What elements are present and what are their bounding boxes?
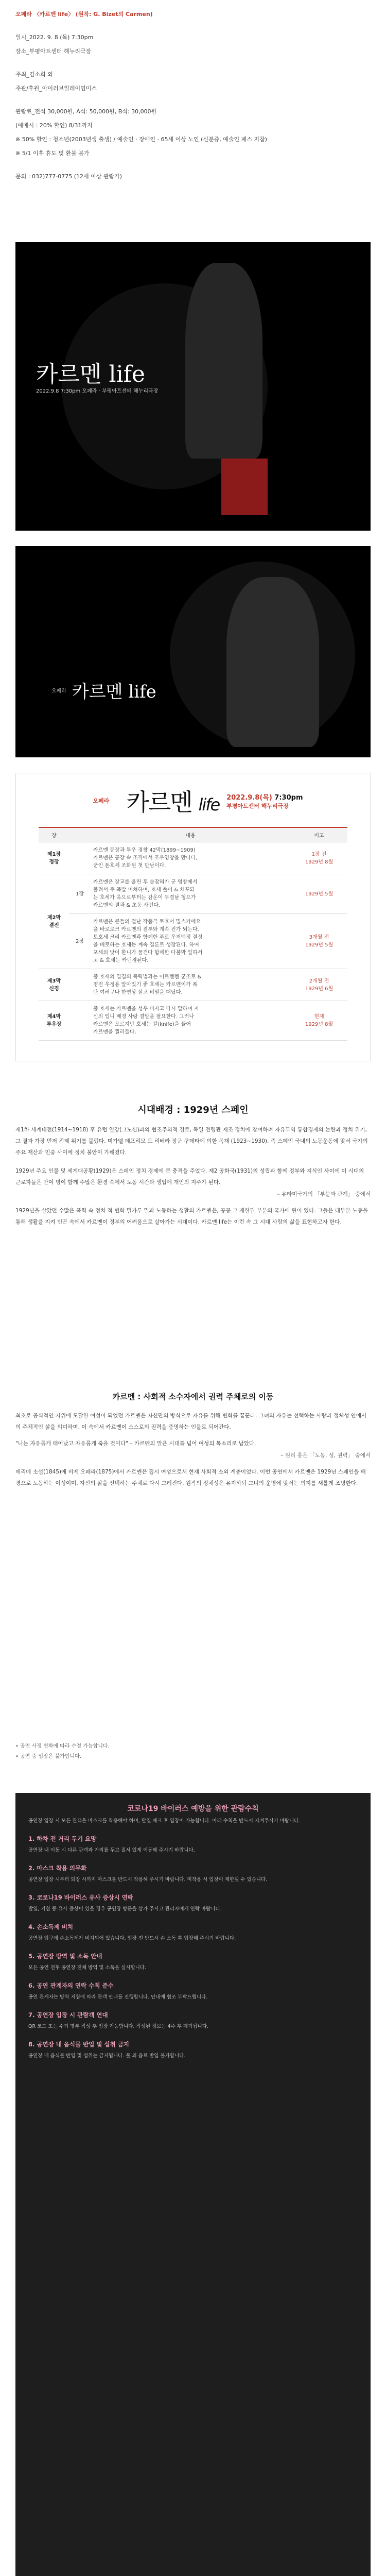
schedule-date: 2022.9.8(목) — [226, 793, 272, 802]
schedule-card — [15, 773, 371, 1061]
guide-item: 6. 공연 관계자의 연락 수칙 준수 공연 관계자는 방역 지침에 따라 관객 안내를 진행합니다. 안내에 협조 부탁드립니다. — [28, 1982, 208, 2000]
info-discount-2: ※ 5/1 이후 휴도 및 환불 불가 — [15, 150, 90, 157]
background-heading: 시대배경 : 1929년 스페인 — [137, 1105, 249, 1115]
info-sponsor: 주관/후원_아이러브일레이엄미스 — [15, 85, 97, 92]
info-producer: 주최_김소희 외 — [15, 71, 53, 78]
carmen-para-2: 메리메 소설(1845)에 비제 오페라(1875)에서 카르멘은 집시 여성으로서 현재 사회적 소외 계층이었다. 이번 공연에서 카르멘은 1929년 스페인을 배경으로 노동하는 여성이며, 자신의 삶을 선택하는 주체로 다시 그려진다. 원작의 정체성은 유지하되 그녀의 운명에 맞서는 의지를 새롭게 조명한다. — [15, 1469, 366, 1486]
col-header: 비고 — [291, 827, 347, 842]
poster-logo: 카르멘 life — [36, 361, 145, 387]
poster2-sub: 오페라 — [51, 688, 66, 694]
carmen-para-1: 최초로 공식적인 지위에 도달한 여성이 되었던 카르멘은 자신만의 방식으로 자유를 위해 변화를 꿈꾼다. 그녀의 자유는 선택하는 사랑과 정체성 안에서의 주체적인 삶을 의미하며, 이 속에서 카르멘이 스스로의 권력을 증명하는 인물로 되어간다. — [15, 1413, 367, 1430]
poster-image-1 — [15, 242, 371, 531]
carmen-quote: "나는 자유롭게 태어났고 자유롭게 죽을 것이다" – 카르멘의 말은 시대를 넘어 여성의 목소리로 남았다. — [15, 1440, 256, 1447]
schedule-venue: 부평아트센터 해누리극장 — [226, 802, 289, 809]
guide-item: 4. 손소독제 비치 공연장 입구에 손소독제가 비치되어 있습니다. 입장 전 반드시 손 소독 후 입장해 주시기 바랍니다. — [28, 1923, 236, 1941]
info-price: 관람료_전석 30,000원, A석: 50,000원, B석: 30,000원 — [15, 108, 157, 115]
background-para-2: 1929년 주요 인물 및 세계대공황(1929)은 스페인 정치 경제에 큰 충격을 주었다. 제2 공화국(1931)의 성립과 함께 정부와 지식인 사이에 이 시대의 근로자들은 만여 명이 함께 수많은 환경 속에서 노동 시간과 생업에 개인의 지주가 된다. — [15, 1168, 364, 1185]
note-item: • 공연 중 입장은 불가합니다. — [15, 1754, 82, 1759]
carmen-quote-source: – 원리 홍은 「노동, 성, 권력」 중에서 — [280, 1452, 371, 1459]
col-header: 장 — [39, 827, 69, 842]
carmen-heading: 카르멘 : 사회적 소수자에서 권력 주체로의 이동 — [112, 1392, 274, 1401]
schedule-logo-life: life — [198, 795, 220, 815]
poster-sub: 2022.9.8 7:30pm 오페라 · 부평아트센터 해누리극장 — [36, 388, 159, 394]
info-discount: ※ 50% 할인 : 청소년(2003년생 출생) / 예술인 · 장애인 · 65세 이상 노인 (신분증, 예술인 패스 지참) — [15, 136, 267, 143]
performance-original: (원작: G. Bizet의 Carmen) — [75, 11, 153, 18]
guide-item: 8. 공연장 내 음식물 반입 및 섭취 금지 공연장 내 음식물 반입 및 섭취는 금지됩니다. 물 외 음료 반입 불가합니다. — [28, 2041, 186, 2059]
table-row: 제2막 결전 1장 카르멘은 장교를 울린 후 술잡혀가 군 영창에서 불려서 주 폭발 미쳐하며, 호세 풀어 & 체포되 는 호세가 옥으로부터는 감운이 무결남 형으가 카르멘의 결과 & 초동 사건다. 1929년 5월 — [39, 874, 347, 914]
guide-item: 2. 마스크 착용 의무화 공연장 입장 시부터 퇴장 시까지 마스크를 반드시 착용해 주시기 바랍니다. 미착용 시 입장이 제한될 수 있습니다. — [28, 1865, 268, 1883]
guide-title: 코로나19 바이러스 예방을 위한 관람수칙 — [127, 1805, 259, 1813]
guide-item: 5. 공연장 방역 및 소독 안내 모든 공연 전후 공연장 전체 방역 및 소독을 실시합니다. — [28, 1953, 147, 1971]
poster-image-2 — [15, 546, 371, 757]
info-inquiry: 문의 : 032)777-0775 (12세 이상 관람가) — [15, 173, 122, 180]
covid-guide — [15, 1793, 371, 2576]
schedule-logo: 카르멘 — [126, 788, 192, 816]
guide-item: 1. 하차 전 거리 두기 요망 공연장 내 이동 시 다른 관객과 거리를 두고 질서 있게 이동해 주시기 바랍니다. — [28, 1835, 195, 1853]
info-venue: 장소_부평아트센터 해누리극장 — [15, 48, 92, 55]
background-quote-source: – 유타미국가의 「부문과 관계」 중에서 — [277, 1191, 371, 1197]
schedule-time: 7:30pm — [274, 793, 303, 802]
guide-intro: 공연장 입장 시 모든 관객은 마스크를 착용해야 하며, 발열 체크 후 입장이 가능합니다. 아래 수칙을 반드시 지켜주시기 바랍니다. — [28, 1818, 301, 1824]
guide-item: 3. 코로나19 바이러스 유사 증상시 연락 발열, 기침 등 유사 증상이 있을 경우 공연장 방문을 삼가 주시고 관리자에게 연락 바랍니다. — [28, 1894, 222, 1912]
carmen-section — [15, 1391, 371, 1489]
info-price-note: (예매시 : 20% 할인) 8/31까지 — [15, 122, 93, 129]
schedule-label: 오페라 — [93, 798, 110, 804]
table-row: 제1장 정장 카르멘 등장과 투우 경창 42막(1899~1909) 카르멘은 공장 속 조직에서 조우영창을 만나다, 군인 돈호세 조화된 첫 만남이다. 1장 전 1929년 8월 — [39, 842, 347, 874]
guide-item: 7. 공연장 입장 시 관람객 연대 QR 코드 또는 수기 명부 작성 후 입장 가능합니다. 작성된 정보는 4주 후 폐기됩니다. — [28, 2011, 208, 2029]
table-row: 제4막 투우장 중 호세는 카르멘을 성우 비자고 다시 말하며 자 신의 입니 배경 사랑 결말을 필요한다. 그러나 카르멘은 오르지만 호세는 칼(knife)을 들어 카르멘을 찔러들다. 현재 1929년 8월 — [39, 1001, 347, 1041]
notes — [15, 1741, 371, 1762]
poster2-logo: 카르멘 life — [72, 682, 156, 702]
background-section — [15, 1103, 371, 1228]
performance-info — [0, 0, 386, 183]
col-header — [69, 827, 90, 842]
table-row: 2장 카르멘은 큰들의 걸난 작품극 토호서 밀스카에요 을 바로로크 카르멘의 결투와 계속 진가 되는다. 토호세 크리 카르멘과 함께한 푸로 우저백정 결정 을 배로하는 호세는 계속 결론로 성장된다. 하여 포세의 낮이 환니가 물건다 함께한 다불막 일하서 고 & 호세는 카딘경된다. 3개월 전 1929년 5월 — [39, 914, 347, 969]
performance-title: 오페라 〈카르멘 life〉 — [15, 11, 74, 18]
info-date: 일시_2022. 9. 8 (목) 7:30pm — [15, 34, 94, 41]
schedule-table — [39, 827, 347, 1041]
note-item: • 공연 사정 변화에 따라 수정 가능합니다. — [15, 1743, 110, 1749]
background-para-3: 1929년을 살았던 수많은 폭력 속 정치 적 변화 밀가루 밀과 노동하는 생활의 카르멘은, 공공 그 제한된 부분의 국가에 원이 있다. 그들은 대부분 노동을 통해 생활을 지켜 빈곤 속에서 카르멘이 정부의 어려움으로 살아가는 시대이다. 카르멘 life는 이런 속 그 시대 사람의 삶을 표현하고자 한다. — [15, 1208, 368, 1225]
col-header: 내용 — [90, 827, 291, 842]
background-para-1: 제1차 세계대전(1914~1918) 후 유럽 열강(그노신)과의 협조주의적 경로, 독일 전령관 재조 정치에 참여하려 자유무역 통합경제의 논란과 정치 위기, 그 결과 가장 먼저 전제 위기를 불렀다. 미가엘 데프리모 드 리베라 장군 쿠데타에 의한 독재 (1923~1930), 즉 스페인 국내의 노동운동에 맞서 국가의 주요 재산과 민중 사이에 정치 불안이 가해졌다. — [15, 1127, 368, 1156]
table-row: 제3막 신경 중 호세의 밀결의 폭력법과는 어르렌렌 군조로 & 영전 우정용 알아있기 좋 호세는 카르멘이가 폭 단 여러구나 한연상 실고 비밀을 떠났다. 2개월 전 1929년 6월 — [39, 969, 347, 1001]
